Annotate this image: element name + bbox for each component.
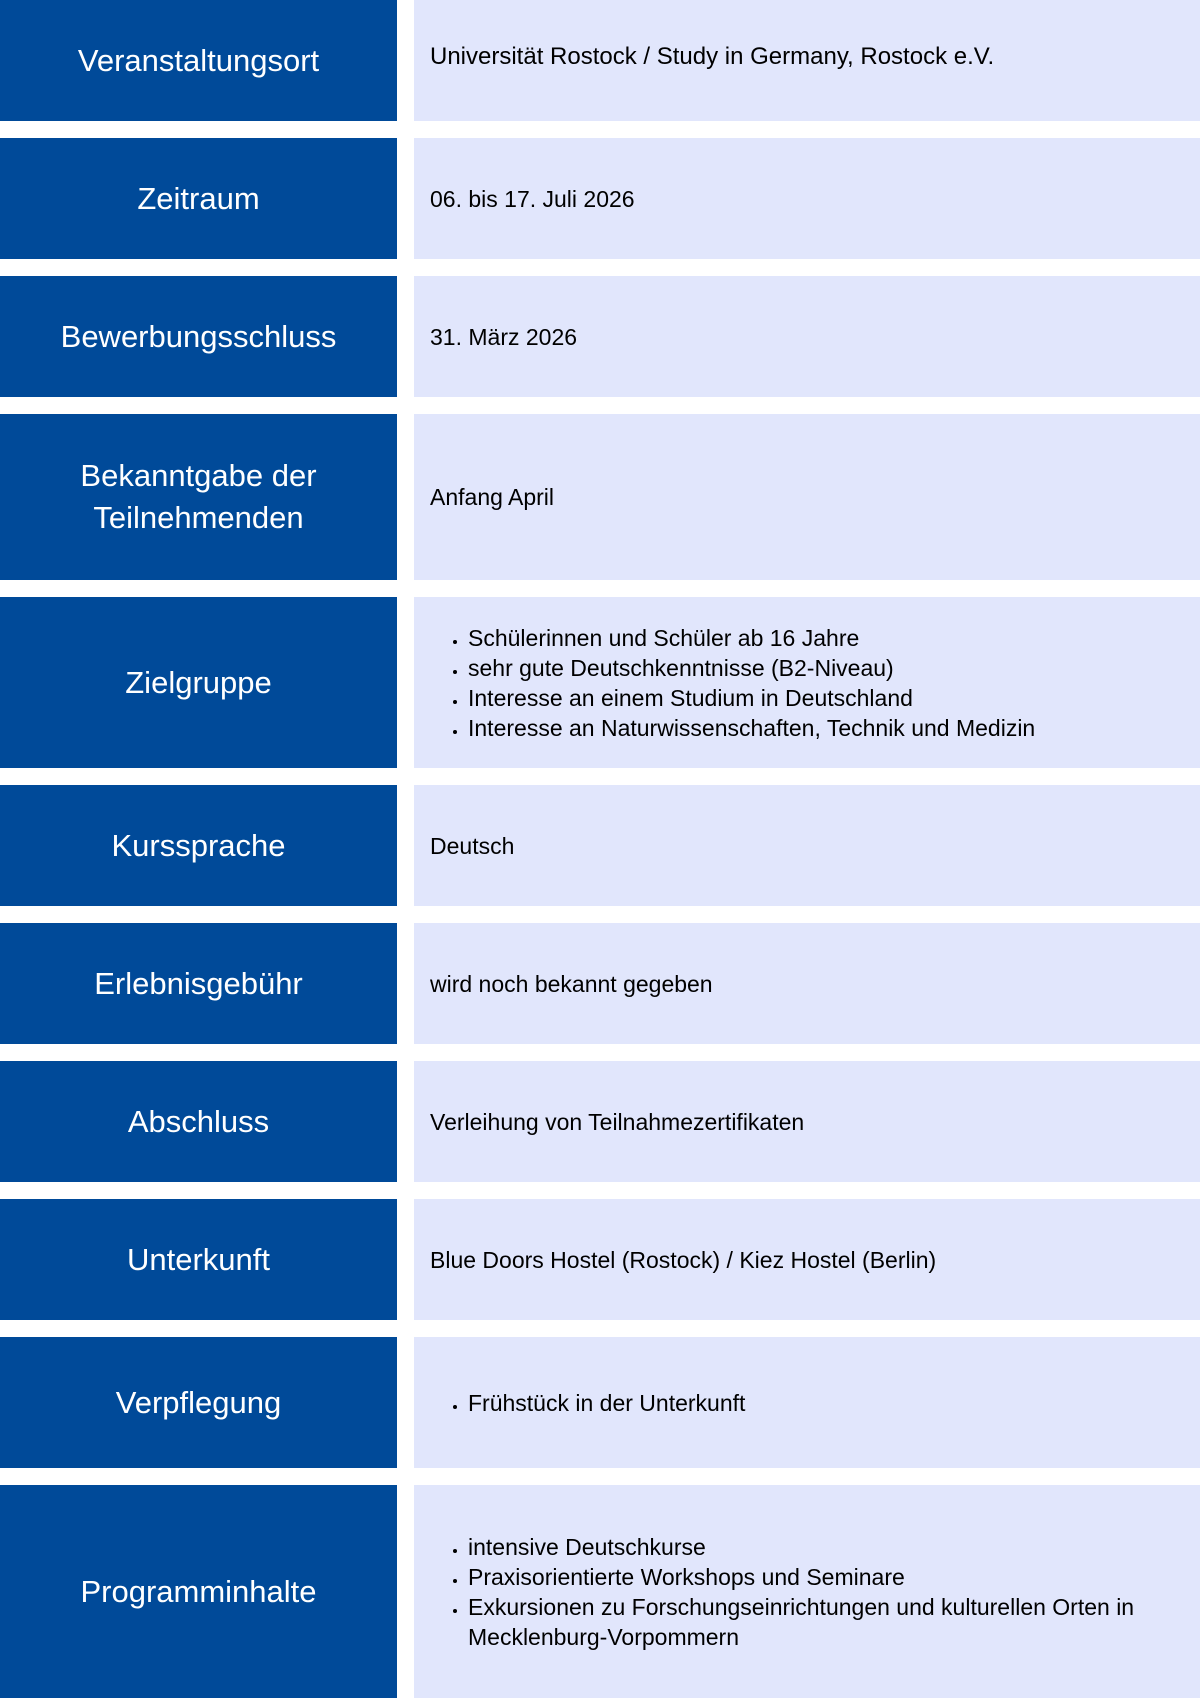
row-label: Bekanntgabe der Teilnehmenden [0,414,397,580]
row-veranstaltungsort [0,0,1200,121]
row-value [414,785,1200,906]
row-label: Zeitraum [0,138,397,259]
row-value [414,276,1200,397]
row-label: Unterkunft [0,1199,397,1320]
list-item: • Interesse an einem Studium in Deutschland [468,683,1035,713]
row-value [414,414,1200,580]
row-label: Zielgruppe [0,597,397,768]
row-label: Erlebnisgebühr [0,923,397,1044]
row-label: Programminhalte [0,1485,397,1698]
row-erlebnisgebuehr [0,923,1200,1044]
row-bewerbungsschluss [0,276,1200,397]
row-abschluss [0,1061,1200,1182]
list-item: • sehr gute Deutschkenntnisse (B2-Niveau) [468,653,1035,683]
row-zeitraum [0,138,1200,259]
row-value [414,138,1200,259]
row-verpflegung [0,1337,1200,1468]
row-label: Kurssprache [0,785,397,906]
row-value [414,1337,1200,1468]
value-text: Universität Rostock / Study in Germany, Rostock e.V. [430,43,995,70]
list-item: • Exkursionen zu Forschungseinrichtungen und kulturellen Orten in Mecklenburg-Vorpommern [468,1592,1180,1652]
row-value [414,1061,1200,1182]
row-label: Bewerbungsschluss [0,276,397,397]
row-value [414,597,1200,768]
value-text: Blue Doors Hostel (Rostock) / Kiez Hostel (Berlin) [430,1246,937,1273]
row-value [414,923,1200,1044]
value-text: Deutsch [430,832,515,859]
bullet-list [430,623,1035,743]
row-value [414,0,1200,121]
row-kurssprache [0,785,1200,906]
row-label: Veranstaltungsort [0,0,397,121]
bullet-list [430,1532,1180,1652]
list-item: • intensive Deutschkurse [468,1532,1180,1562]
value-text: Anfang April [430,484,555,510]
row-label: Abschluss [0,1061,397,1182]
row-unterkunft [0,1199,1200,1320]
list-item: • Praxisorientierte Workshops und Seminare [468,1562,1180,1592]
value-text: wird noch bekannt gegeben [430,970,713,997]
row-bekanntgabe [0,414,1200,580]
list-item: • Interesse an Naturwissenschaften, Technik und Medizin [468,713,1035,743]
value-text: 06. bis 17. Juli 2026 [430,185,635,212]
list-item: • Frühstück in der Unterkunft [468,1388,745,1418]
bullet-list [430,1388,745,1418]
row-value [414,1199,1200,1320]
row-programminhalte [0,1485,1200,1698]
value-text: 31. März 2026 [430,323,578,350]
value-text: Verleihung von Teilnahmezertifikaten [430,1108,805,1135]
row-label: Verpflegung [0,1337,397,1468]
row-value [414,1485,1200,1698]
row-zielgruppe [0,597,1200,768]
list-item: • Schülerinnen und Schüler ab 16 Jahre [468,623,1035,653]
